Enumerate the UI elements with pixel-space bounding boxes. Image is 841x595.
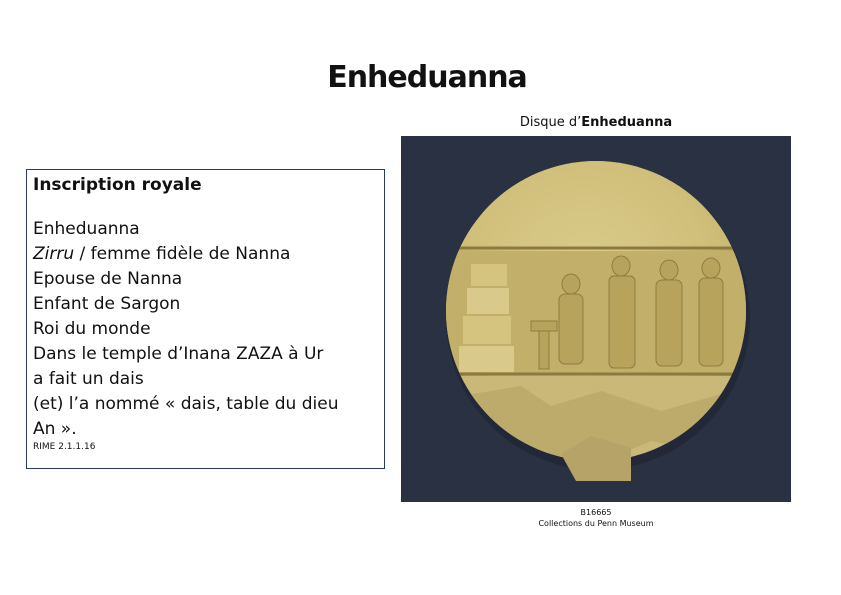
photo-credits: [401, 507, 791, 529]
inscription-line: [33, 367, 378, 392]
line-text: Epouse de Nanna: [33, 269, 183, 289]
line-text: / femme fidèle de Nanna: [74, 244, 291, 264]
collection-name: Collections du Penn Museum: [538, 519, 654, 528]
line-text: Enfant de Sargon: [33, 294, 181, 314]
caption-prefix: Disque d’: [519, 115, 582, 130]
inscription-line: [33, 242, 378, 267]
image-caption: [401, 115, 791, 130]
inscription-line: [33, 392, 378, 417]
line-text: a fait un dais: [33, 369, 144, 389]
inscription-box: [26, 169, 385, 469]
line-text: An ».: [33, 419, 77, 439]
inscription-line: [33, 317, 378, 342]
line-text: (et) l’a nommé « dais, table du dieu: [33, 394, 339, 414]
inscription-line: [33, 342, 378, 367]
line-text: Dans le temple d’Inana ZAZA à Ur: [33, 344, 324, 364]
inscription-line: [33, 292, 378, 317]
inscription-line: [33, 267, 378, 292]
page-title: Enheduanna: [327, 60, 527, 95]
inscription-line: [33, 417, 378, 442]
line-text: Roi du monde: [33, 319, 151, 339]
object-id: B16665: [580, 508, 612, 517]
inscription-line: [33, 217, 378, 242]
disk-photo: [401, 136, 791, 502]
line-text: Enheduanna: [33, 219, 140, 239]
line-italic: Zirru: [33, 244, 75, 264]
inscription-heading: Inscription royale: [33, 175, 202, 195]
caption-name: Enheduanna: [581, 115, 673, 130]
disk-illustration: [401, 136, 791, 502]
rime-reference: RIME 2.1.1.16: [33, 442, 96, 452]
